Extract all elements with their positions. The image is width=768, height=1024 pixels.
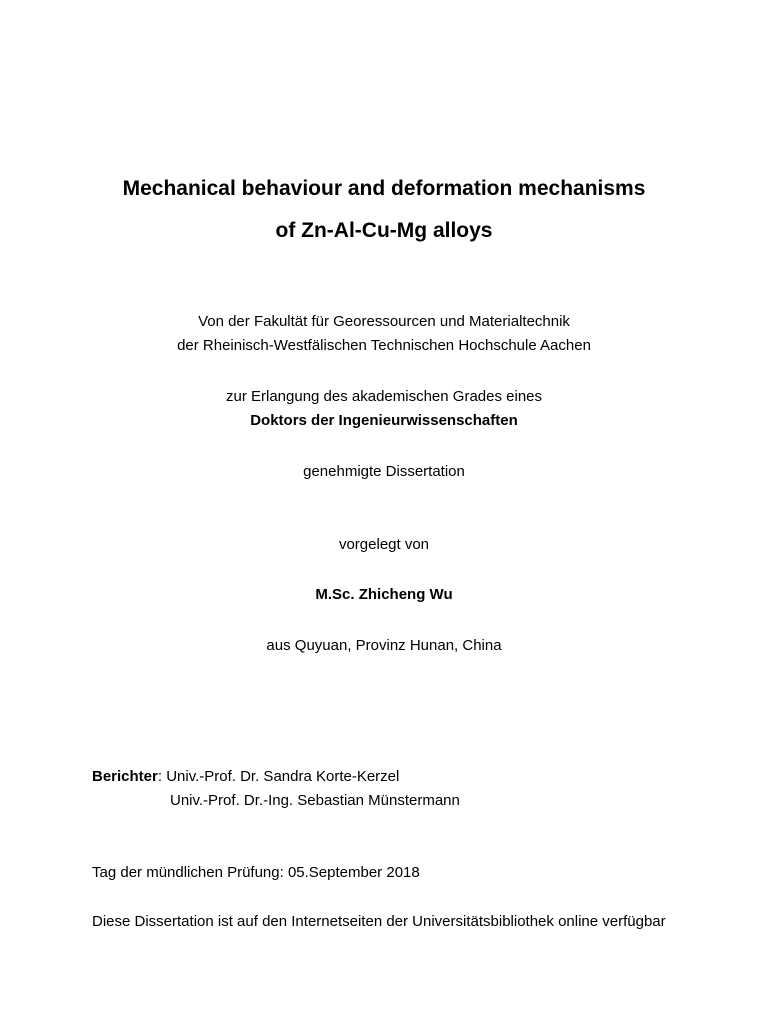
reviewers-label: Berichter	[92, 768, 158, 785]
reviewer-second: Univ.-Prof. Dr.-Ing. Sebastian Münstermann	[170, 792, 460, 809]
reviewer-first: Univ.-Prof. Dr. Sandra Korte-Kerzel	[162, 768, 400, 785]
degree-line-1: zur Erlangung des akademischen Grades eines	[225, 388, 543, 405]
faculty-line-2: der Rheinisch-Westfälischen Technischen Hochschule Aachen	[177, 337, 591, 354]
faculty-line-1: Von der Fakultät für Georessourcen und Materialtechnik	[198, 313, 570, 330]
reviewers-separator: :	[157, 768, 163, 785]
author-name: M.Sc. Zhicheng Wu	[315, 586, 453, 603]
exam-date: Tag der mündlichen Prüfung: 05.September 2018	[92, 864, 420, 881]
online-availability-note: Diese Dissertation ist auf den Internetseiten der Universitätsbibliothek online verfügbar	[92, 913, 666, 930]
approved-dissertation: genehmigte Dissertation	[303, 463, 465, 480]
author-origin: aus Quyuan, Provinz Hunan, China	[266, 637, 502, 654]
reviewer-line-1	[92, 768, 399, 786]
degree-line-2: Doktors der Ingenieurwissenschaften	[250, 412, 518, 429]
submitted-by: vorgelegt von	[338, 536, 430, 553]
title-line-2: of Zn-Al-Cu-Mg alloys	[275, 219, 493, 242]
title-line-1: Mechanical behaviour and deformation mechanisms	[122, 177, 646, 200]
